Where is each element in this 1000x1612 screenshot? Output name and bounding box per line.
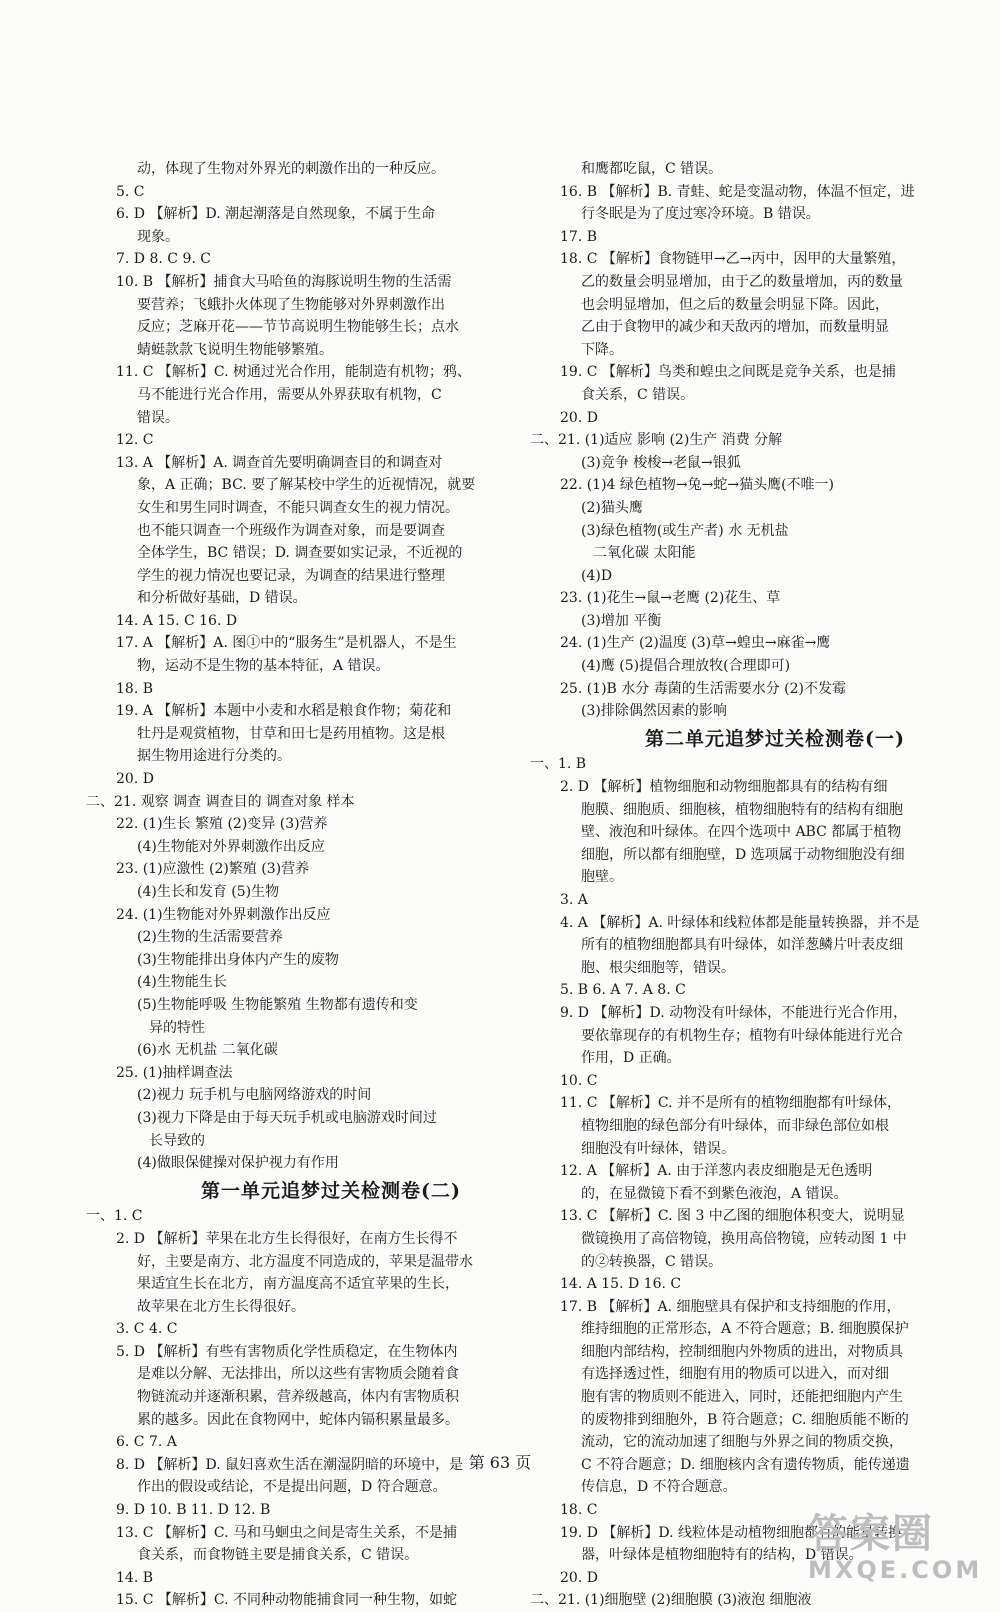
- answer-line: 23. (1)花生→鼠→老鹰 (2)花生、草: [560, 590, 781, 607]
- answer-line: 20. D: [560, 409, 598, 426]
- answer-line: (4)做眼保健操对保护视力有作用: [137, 1155, 339, 1172]
- watermark-text: 答案圈: [808, 1511, 934, 1557]
- answer-line: 二、21. 观察 调查 调查目的 调查对象 样本: [86, 793, 355, 810]
- answer-line: 胞有害的物质则不能进入，同时，还能把细胞内产生: [581, 1389, 903, 1406]
- answer-line: 9. D 【解析】D. 动物没有叶绿体，不能进行光合作用，: [560, 1004, 908, 1021]
- answer-line: 象，A 正确；BC. 要了解某校中学生的近视情况，就要: [137, 477, 476, 494]
- answer-line: 的废物排到细胞外，B 符合题意；C. 细胞质能不断的: [581, 1411, 909, 1428]
- answer-line: (3)视力下降是由于每天玩手机或电脑游戏时间过: [137, 1109, 437, 1126]
- answer-line: (4)D: [581, 567, 613, 584]
- answer-line: 细胞没有叶绿体，错误。: [581, 1140, 735, 1157]
- answer-line: 11. C 【解析】C. 树通过光合作用，能制造有机物；鸦、: [116, 364, 471, 381]
- answer-line: 24. (1)生产 (2)温度 (3)草→蝗虫→麻雀→鹰: [560, 635, 831, 652]
- answer-line: 16. B 【解析】B. 青蛙、蛇是变温动物，体温不恒定，进: [560, 183, 915, 200]
- right-column: [530, 158, 990, 1612]
- answer-line: 学生的视力情况也要记录，为调查的结果进行整理: [137, 567, 445, 584]
- answer-line: (3)绿色植物(或生产者) 水 无机盐: [581, 522, 789, 539]
- answer-line: (3)排除偶然因素的影响: [581, 703, 727, 720]
- answer-line: 果适宜生长在北方，南方温度高不适宜苹果的生长，: [137, 1276, 459, 1293]
- answer-line: 20. D: [116, 771, 154, 788]
- answer-line: 也会明显增加，但之后的数量会明显下降。因此，: [581, 296, 889, 313]
- answer-line: 作出的假设或结论，不是提出问题，D 符合题意。: [137, 1479, 447, 1496]
- answer-line: (4)生物能生长: [137, 974, 227, 991]
- answer-line: 胞膜、细胞质、细胞核，植物细胞特有的结构有细胞: [581, 801, 903, 818]
- answer-line: 6. C 7. A: [116, 1434, 177, 1451]
- answer-line: 19. D 【解析】D. 线粒体是动植物细胞都有的能量转换: [560, 1524, 903, 1541]
- answer-line: 故苹果在北方生长得很好。: [137, 1298, 305, 1315]
- answer-line: 二、21. (1)适应 影响 (2)生产 消费 分解: [530, 432, 783, 449]
- answer-line: 物，运动不是生物的基本特征，A 错误。: [137, 658, 390, 675]
- answer-line: 23. (1)应激性 (2)繁殖 (3)营养: [116, 861, 310, 878]
- answer-line: 14. B: [116, 1569, 154, 1586]
- answer-line: 13. C 【解析】C. 图 3 中乙图的细胞体积变大，说明显: [560, 1208, 905, 1225]
- section-title: 第二单元追梦过关检测卷(一): [645, 727, 905, 750]
- answer-line: 2. D 【解析】植物细胞和动物细胞都具有的结构有细: [560, 779, 888, 796]
- answer-line: 17. A 【解析】A. 图①中的“服务生”是机器人，不是生: [116, 635, 457, 652]
- answer-line: 所有的植物细胞都具有叶绿体，如洋葱鳞片叶表皮细: [581, 937, 903, 954]
- answer-line: 食关系，C 错误。: [581, 386, 695, 403]
- answer-line: 器，叶绿体是植物细胞特有的结构，D 错误。: [581, 1547, 863, 1564]
- answer-line: 9. D 10. B 11. D 12. B: [116, 1502, 271, 1519]
- answer-line: 19. C 【解析】鸟类和蝗虫之间既是竞争关系，也是捕: [560, 364, 896, 381]
- answer-line: 13. C 【解析】C. 马和马蛔虫之间是寄生关系，不是捕: [116, 1524, 457, 1541]
- answer-line: C 不符合题意；D. 细胞核内含有遗传物质，能传递遗: [581, 1456, 910, 1473]
- answer-line: 要依靠现存的有机物生存；植物有叶绿体能进行光合: [581, 1027, 903, 1044]
- answer-line: 维持细胞的正常形态，A 不符合题意；B. 细胞膜保护: [581, 1321, 909, 1338]
- answer-line: (2)生物的生活需要营养: [137, 929, 283, 946]
- answer-line: 流动，它的流动加速了细胞与外界之间的物质交换，: [581, 1434, 903, 1451]
- answer-line: 长导致的: [149, 1132, 205, 1149]
- answer-line: 20. D: [560, 1569, 598, 1586]
- answer-line: 17. B: [560, 228, 598, 245]
- answer-line: (3)竞争 梭梭→老鼠→银狐: [581, 454, 741, 471]
- answer-line: 14. A 15. D 16. C: [560, 1276, 682, 1293]
- answer-line: 物链流动并逐渐积累，营养级越高，体内有害物质积: [137, 1389, 459, 1406]
- answer-line: 牡丹是观赏植物，甘草和田七是药用植物。这是根: [137, 725, 445, 742]
- answer-line: 12. C: [116, 432, 154, 449]
- answer-line: 好，主要是南方、北方温度不同造成的，苹果是温带水: [137, 1253, 473, 1270]
- answer-line: 反应；芝麻开花——节节高说明生物能够生长；点水: [137, 319, 459, 336]
- answer-line: (6)水 无机盐 二氧化碳: [137, 1042, 278, 1059]
- answer-line: 5. B 6. A 7. A 8. C: [560, 982, 686, 999]
- answer-line: 25. (1)抽样调查法: [116, 1064, 233, 1081]
- answer-line: 的②转换器，C 错误。: [581, 1253, 723, 1270]
- answer-line: 19. A 【解析】本题中小麦和水稻是粮食作物；菊花和: [116, 703, 452, 720]
- answer-line: (4)鹰 (5)提倡合理放牧(合理即可): [581, 658, 791, 675]
- answer-line: 10. C: [560, 1072, 598, 1089]
- answer-line: 18. B: [116, 680, 154, 697]
- answer-line: 12. A 【解析】A. 由于洋葱内表皮细胞是无色透明: [560, 1163, 873, 1180]
- answer-line: 2. D 【解析】苹果在北方生长得很好，在南方生长得不: [116, 1230, 458, 1247]
- left-column: [86, 158, 546, 1612]
- answer-line: 乙由于食物甲的减少和天敌丙的增加，而数量明显: [581, 319, 889, 336]
- answer-line: 壁、液泡和叶绿体。在四个选项中 ABC 都属于植物: [581, 824, 902, 841]
- answer-line: 有选择透过性，细胞有用的物质可以进入，而对细: [581, 1366, 889, 1383]
- answer-line: 15. C 【解析】C. 不同种动物能捕食同一种生物，如蛇: [116, 1592, 457, 1609]
- answer-line: 二、21. (1)细胞壁 (2)细胞膜 (3)液泡 细胞液: [530, 1592, 812, 1609]
- answer-line: (5)生物能呼吸 生物能繁殖 生物都有遗传和变: [137, 996, 418, 1013]
- answer-line: 动，体现了生物对外界光的刺激作出的一种反应。: [137, 161, 445, 177]
- answer-line: 也不能只调查一个班级作为调查对象，而是要调查: [137, 522, 445, 539]
- answer-line: 蜻蜓款款飞说明生物能够繁殖。: [137, 341, 333, 358]
- answer-line: 传信息，D 不符合题意。: [581, 1479, 737, 1496]
- answer-line: 现象。: [137, 228, 179, 245]
- answer-line: (4)生长和发育 (5)生物: [137, 884, 280, 900]
- answer-line: 22. (1)生长 繁殖 (2)变异 (3)营养: [116, 816, 328, 833]
- answer-line: (3)生物能排出身体内产生的废物: [137, 951, 339, 968]
- answer-line: 据生物用途进行分类的。: [137, 748, 291, 765]
- answer-line: 一、1. B: [530, 756, 587, 773]
- answer-line: (2)视力 玩手机与电脑网络游戏的时间: [137, 1087, 372, 1104]
- answer-line: 和分析做好基础，D 错误。: [137, 590, 307, 607]
- answer-line: 5. C: [116, 183, 145, 200]
- answer-line: 17. B 【解析】A. 细胞壁具有保护和支持细胞的作用，: [560, 1298, 901, 1315]
- answer-line: 一、1. C: [86, 1208, 143, 1225]
- answer-line: 马不能进行光合作用，需要从外界获取有机物，C: [137, 386, 442, 403]
- answer-line: 错误。: [137, 409, 179, 426]
- answer-line: 胞、根尖细胞等，错误。: [581, 959, 735, 976]
- answer-line: 10. B 【解析】捕食大马哈鱼的海豚说明生物的生活需: [116, 273, 452, 290]
- answer-line: 细胞内部结构，控制细胞内外物质的进出，对物质具: [581, 1343, 903, 1360]
- answer-line: 植物细胞的绿色部分有叶绿体，而非绿色部位如根: [581, 1117, 889, 1134]
- watermark-url: MXQE.COM: [808, 1556, 983, 1584]
- section-title: 第一单元追梦过关检测卷(二): [201, 1179, 461, 1202]
- answer-line: 乙的数量会明显增加，由于乙的数量增加，丙的数量: [581, 273, 903, 290]
- answer-line: 胞壁。: [581, 869, 623, 886]
- answer-line: 微镜换用了高倍物镜，换用高倍物镜，应转动图 1 中: [581, 1230, 907, 1247]
- answer-line: (3)增加 平衡: [581, 612, 662, 629]
- answer-line: (4)生物能对外界刺激作出反应: [137, 838, 325, 855]
- answer-line: 18. C 【解析】食物链甲→乙→丙中，因甲的大量繁殖，: [560, 251, 906, 268]
- answer-line: 二氧化碳 太阳能: [593, 545, 696, 562]
- answer-line: 细胞，所以都有细胞壁，D 选项属于动物细胞没有细: [581, 846, 905, 863]
- answer-line: 4. A 【解析】A. 叶绿体和线粒体都是能量转换器，并不是: [560, 914, 920, 931]
- answer-line: 25. (1)B 水分 毒菌的生活需要水分 (2)不发霉: [560, 680, 847, 697]
- answer-line: 14. A 15. C 16. D: [116, 612, 238, 629]
- answer-line: 22. (1)4 绿色植物→兔→蛇→猫头鹰(不唯一): [560, 477, 835, 494]
- answer-line: 5. D 【解析】有些有害物质化学性质稳定，在生物体内: [116, 1343, 458, 1360]
- answer-line: 下降。: [581, 341, 623, 358]
- answer-line: 13. A 【解析】A. 调查首先要明确调查目的和调查对: [116, 454, 443, 471]
- page-number: 第 63 页: [468, 1453, 532, 1472]
- answer-line: 作用，D 正确。: [581, 1050, 681, 1067]
- answer-line: 女生和男生同时调查，不能只调查女生的视力情况。: [137, 499, 459, 516]
- answer-line: 食关系，而食物链主要是捕食关系，C 错误。: [137, 1547, 419, 1564]
- answer-line: 和鹰都吃鼠，C 错误。: [581, 161, 723, 177]
- answer-line: 6. D 【解析】D. 潮起潮落是自然现象，不属于生命: [116, 206, 436, 223]
- answer-line: 的，在显微镜下看不到紫色液泡，A 错误。: [581, 1185, 848, 1202]
- answer-line: 累的越多。因此在食物网中，蛇体内镉积累量最多。: [137, 1411, 459, 1428]
- answer-line: (2)猫头鹰: [581, 499, 643, 516]
- answer-line: 要营养；飞蛾扑火体现了生物能够对外界刺激作出: [137, 296, 445, 313]
- answer-line: 3. A: [560, 892, 588, 908]
- answer-line: 是难以分解、无法排出，所以这些有害物质会随着食: [137, 1366, 459, 1383]
- answer-line: 3. C 4. C: [116, 1321, 178, 1338]
- answer-line: 7. D 8. C 9. C: [116, 251, 211, 268]
- watermark-logo: [808, 1512, 982, 1584]
- answer-line: 18. C: [560, 1502, 598, 1519]
- answer-line: 11. C 【解析】C. 并不是所有的植物细胞都有叶绿体，: [560, 1095, 901, 1112]
- answer-line: 8. D 【解析】D. 鼠妇喜欢生活在潮湿阴暗的环境中，是: [116, 1456, 464, 1473]
- answer-line: 全体学生，BC 错误；D. 调查要如实记录，不近视的: [137, 545, 463, 562]
- answer-line: 行冬眠是为了度过寒冷环境。B 错误。: [581, 206, 820, 223]
- answer-line: 24. (1)生物能对外界刺激作出反应: [116, 906, 331, 923]
- answer-line: 异的特性: [149, 1019, 205, 1036]
